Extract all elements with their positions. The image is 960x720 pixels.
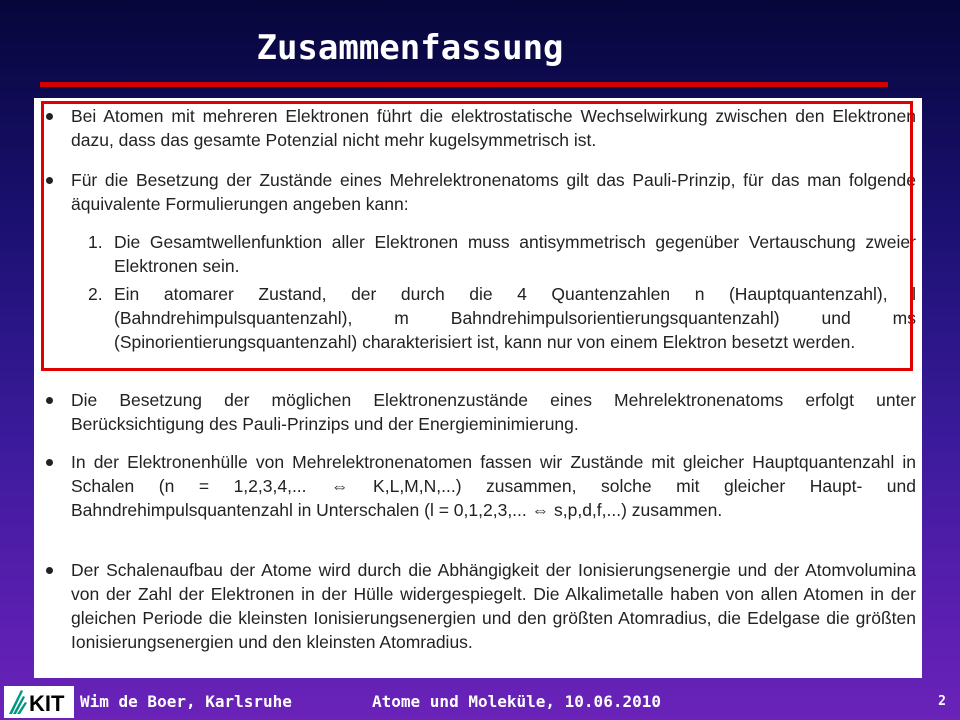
- bullet-text-1: Bei Atomen mit mehreren Elektronen führt die elektrostatische Wechselwirkung zwischen den Elektronen dazu, dass das gesamte Potenzial nicht mehr kugelsymmetrisch ist.: [71, 106, 916, 150]
- kit-logo: [4, 686, 74, 718]
- footer-course: Atome und Moleküle, 10.06.2010: [372, 692, 661, 711]
- pauli-text-2: Ein atomarer Zustand, der durch die 4 Quantenzahlen n (Hauptquantenzahl), l (Bahndrehimpulsquantenzahl), m Bahndrehimpulsorientierungsquantenzahl) und ms (Spinorientierungsquantenzahl) charakterisiert ist, kann nur von einem Elektron besetzt werden.: [114, 284, 916, 352]
- bullet-text-2: Für die Besetzung der Zustände eines Mehrelektronenatoms gilt das Pauli-Prinzip, für das man folgende äquivalente Formulierungen angeben kann:: [71, 170, 916, 214]
- bullet-text-4: In der Elektronenhülle von Mehrelektronenatomen fassen wir Zustände mit gleicher Hauptquantenzahl in Schalen (n = 1,2,3,4,... ⇔ K,L,M,N,...) zusammen, solche mit gleicher Haupt- und Bahndrehimpulsquantenzahl in Unterschalen (l = 0,1,2,3,... ⇔ s,p,d,f,...) zusammen.: [71, 452, 916, 520]
- bullet-dot-icon: [46, 177, 53, 184]
- page-number: 2: [938, 694, 946, 709]
- kit-logo-text: KIT: [29, 691, 65, 716]
- pauli-text-1: Die Gesamtwellenfunktion aller Elektronen muss antisymmetrisch gegenüber Vertauschung zweier Elektronen sein.: [114, 232, 916, 276]
- bullet-dot-icon: [46, 113, 53, 120]
- title-underline: [40, 82, 888, 87]
- bullet-dot-icon: [46, 567, 53, 574]
- bullet-text-3: Die Besetzung der möglichen Elektronenzustände eines Mehrelektronenatoms erfolgt unter Berücksichtigung des Pauli-Prinzips und der Energieminimierung.: [71, 390, 916, 434]
- bullet-dot-icon: [46, 397, 53, 404]
- footer-author: Wim de Boer, Karlsruhe: [80, 692, 292, 711]
- kit-logo-icon: [7, 688, 71, 716]
- scanned-text-page: [34, 98, 922, 678]
- list-number-1: 1.: [88, 232, 103, 252]
- list-number-2: 2.: [88, 284, 103, 304]
- bullet-dot-icon: [46, 459, 53, 466]
- slide-footer: [0, 684, 960, 720]
- bullet-text-5: Der Schalenaufbau der Atome wird durch die Abhängigkeit der Ionisierungsenergie und der Atomvolumina von der Zahl der Elektronen in der Hülle widergespiegelt. Die Alkalimetalle haben von allen Atomen in der gleichen Periode die kleinsten Ionisierungsenergien und den größten Atomradius, die Edelgase die größten Ionisierungsenergien und den kleinsten Atomradius.: [71, 560, 916, 652]
- slide-title: Zusammenfassung: [256, 28, 564, 68]
